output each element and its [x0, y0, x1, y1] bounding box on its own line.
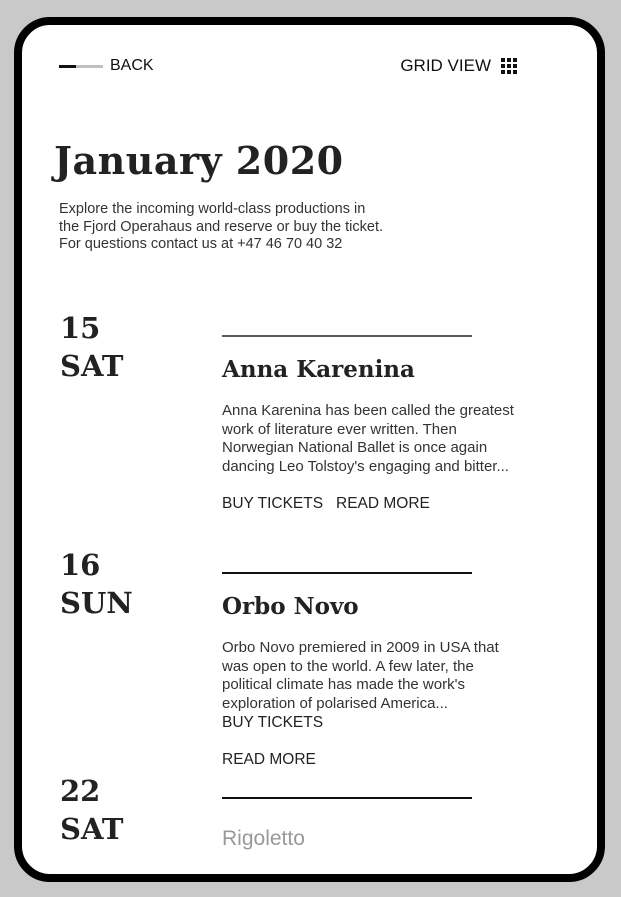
event-weekday: SUN	[60, 586, 133, 620]
buy-tickets-link[interactable]: BUY TICKETS	[222, 714, 324, 731]
read-more-link[interactable]: READ MORE	[336, 495, 430, 512]
event-title[interactable]: Rigoletto	[222, 827, 305, 850]
page-title: January 2020	[54, 138, 344, 183]
divider	[222, 335, 472, 337]
event-title[interactable]: Orbo Novo	[222, 593, 359, 620]
grid-icon	[501, 58, 517, 74]
event-title[interactable]: Anna Karenina	[222, 356, 415, 383]
buy-tickets-link[interactable]: BUY TICKETS	[222, 495, 324, 512]
grid-view-button[interactable]	[400, 56, 517, 76]
read-more-link[interactable]: READ MORE	[222, 751, 316, 768]
back-arrow-icon	[59, 65, 103, 68]
divider	[222, 572, 472, 574]
event-date	[60, 772, 123, 848]
back-button[interactable]	[59, 57, 154, 75]
description-line: Norwegian National Ballet is once again	[222, 439, 488, 457]
event-day: 22	[60, 774, 101, 808]
event-description	[222, 639, 552, 714]
device-frame	[14, 17, 605, 882]
description-line: Anna Karenina has been called the greatest	[222, 402, 514, 419]
grid-view-label: GRID VIEW	[400, 56, 491, 75]
description-line: dancing Leo Tolstoy's engaging and bitter...	[222, 458, 509, 476]
description-line: Orbo Novo premiered in 2009 in USA that	[222, 639, 499, 656]
back-label: BACK	[110, 57, 154, 74]
description-line: exploration of polarised America...	[222, 695, 448, 713]
intro-line: Explore the incoming world-class productions in	[59, 201, 366, 217]
description-line: work of literature ever written. Then	[222, 420, 457, 438]
intro-line: the Fjord Operahaus and reserve or buy the ticket.	[59, 218, 384, 235]
description-line: was open to the world. A few later, the	[222, 657, 474, 675]
event-date	[60, 546, 133, 622]
event-weekday: SAT	[60, 349, 124, 383]
intro-text	[59, 201, 419, 254]
intro-line: For questions contact us at +47 46 70 40 32	[59, 236, 343, 252]
divider	[222, 797, 472, 799]
event-day: 16	[60, 548, 101, 582]
event-description	[222, 402, 552, 477]
description-line: political climate has made the work's	[222, 676, 465, 694]
event-date	[60, 309, 123, 385]
events-screen	[22, 25, 597, 874]
event-day: 15	[60, 311, 101, 345]
event-weekday: SAT	[60, 812, 124, 846]
